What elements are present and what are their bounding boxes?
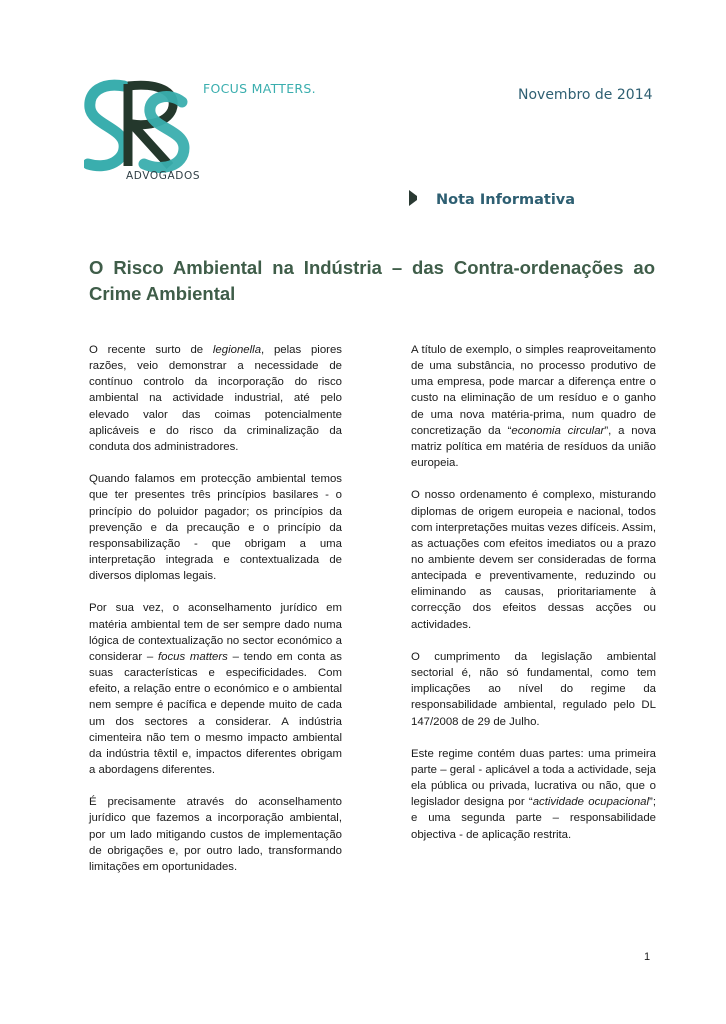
paragraph: O nosso ordenamento é complexo, misturando diplomas de origem europeia e nacional, todos com interpretações muitas vezes difíceis. Assim, as actuações com efeitos imediatos ou a prazo no ambiente devem ser consideradas de forma antecipada e preventivamente, reduzindo ou eliminando as causas, prioritariamente à correcção dos efeitos dessas acções ou actividades. bbox=[411, 489, 656, 631]
paragraph: A título de exemplo, o simples reaproveitamento de uma substância, no processo produtivo de uma empresa, pode marcar a diferença entre o custo na eliminação de um resíduo e o ganho de uma nova matéria-prima, num quadro de concretização da “economia circular”, a nova matriz política em matéria de resíduos da união europeia. bbox=[411, 344, 656, 470]
paragraph: É precisamente através do aconselhamento jurídico que fazemos a incorporação ambiental, por um lado mitigando custos de implementação de obrigações e, por outro lado, transformando limitações em oportunidades. bbox=[89, 796, 342, 873]
document-date: Novembro de 2014 bbox=[518, 87, 653, 103]
right-column bbox=[411, 342, 656, 843]
paragraph: Quando falamos em protecção ambiental temos que ter presentes três princípios basilares - o princípio do poluidor pagador; os princípios da prevenção e da precaução e o princípio da responsabilização - que obrigam a uma interpretação integrada e contextualizada de diversos diplomas legais. bbox=[89, 473, 342, 583]
paragraph: O cumprimento da legislação ambiental sectorial é, não só fundamental, como tem implicações ao nível do regime da responsabilidade ambiental, regulado pelo DL 147/2008 de 29 de Julho. bbox=[411, 650, 656, 728]
document-title: O Risco Ambiental na Indústria – das Contra-ordenações ao Crime Ambiental bbox=[89, 257, 655, 304]
page-number: 1 bbox=[644, 951, 651, 963]
firm-name: ADVOGADOS bbox=[126, 170, 201, 182]
left-column bbox=[89, 342, 342, 875]
tagline: FOCUS MATTERS. bbox=[203, 81, 316, 96]
chevron-right-icon bbox=[409, 190, 417, 206]
paragraph: Este regime contém duas partes: uma primeira parte – geral - aplicável a toda a actividade, seja ela pública ou privada, lucrativa ou não, que o legislador designa por “actividade ocupacional”; e uma segunda parte – responsabilidade objectiva - de aplicação restrita. bbox=[411, 747, 656, 841]
section-label: Nota Informativa bbox=[436, 192, 576, 208]
paragraph: Por sua vez, o aconselhamento jurídico em matéria ambiental tem de ser sempre dado numa lógica de contextualização no sector económico a considerar – focus matters – tendo em conta as suas características e especificidades. Com efeito, a relação entre o económico e o ambiental nem sempre é pacífica e depende muito de cada um dos sectores a considerar. A indústria cimenteira não tem o mesmo impacto ambiental da indústria têxtil e, impactos diferentes obrigam a abordagens diferentes. bbox=[89, 602, 342, 777]
paragraph: O recente surto de legionella, pelas piores razões, veio demonstrar a necessidade de contínuo controlo da incorporação do risco ambiental na actividade industrial, até pelo elevado valor das coimas potencialmente aplicáveis e do risco da criminalização da conduta dos administradores. bbox=[89, 344, 342, 453]
